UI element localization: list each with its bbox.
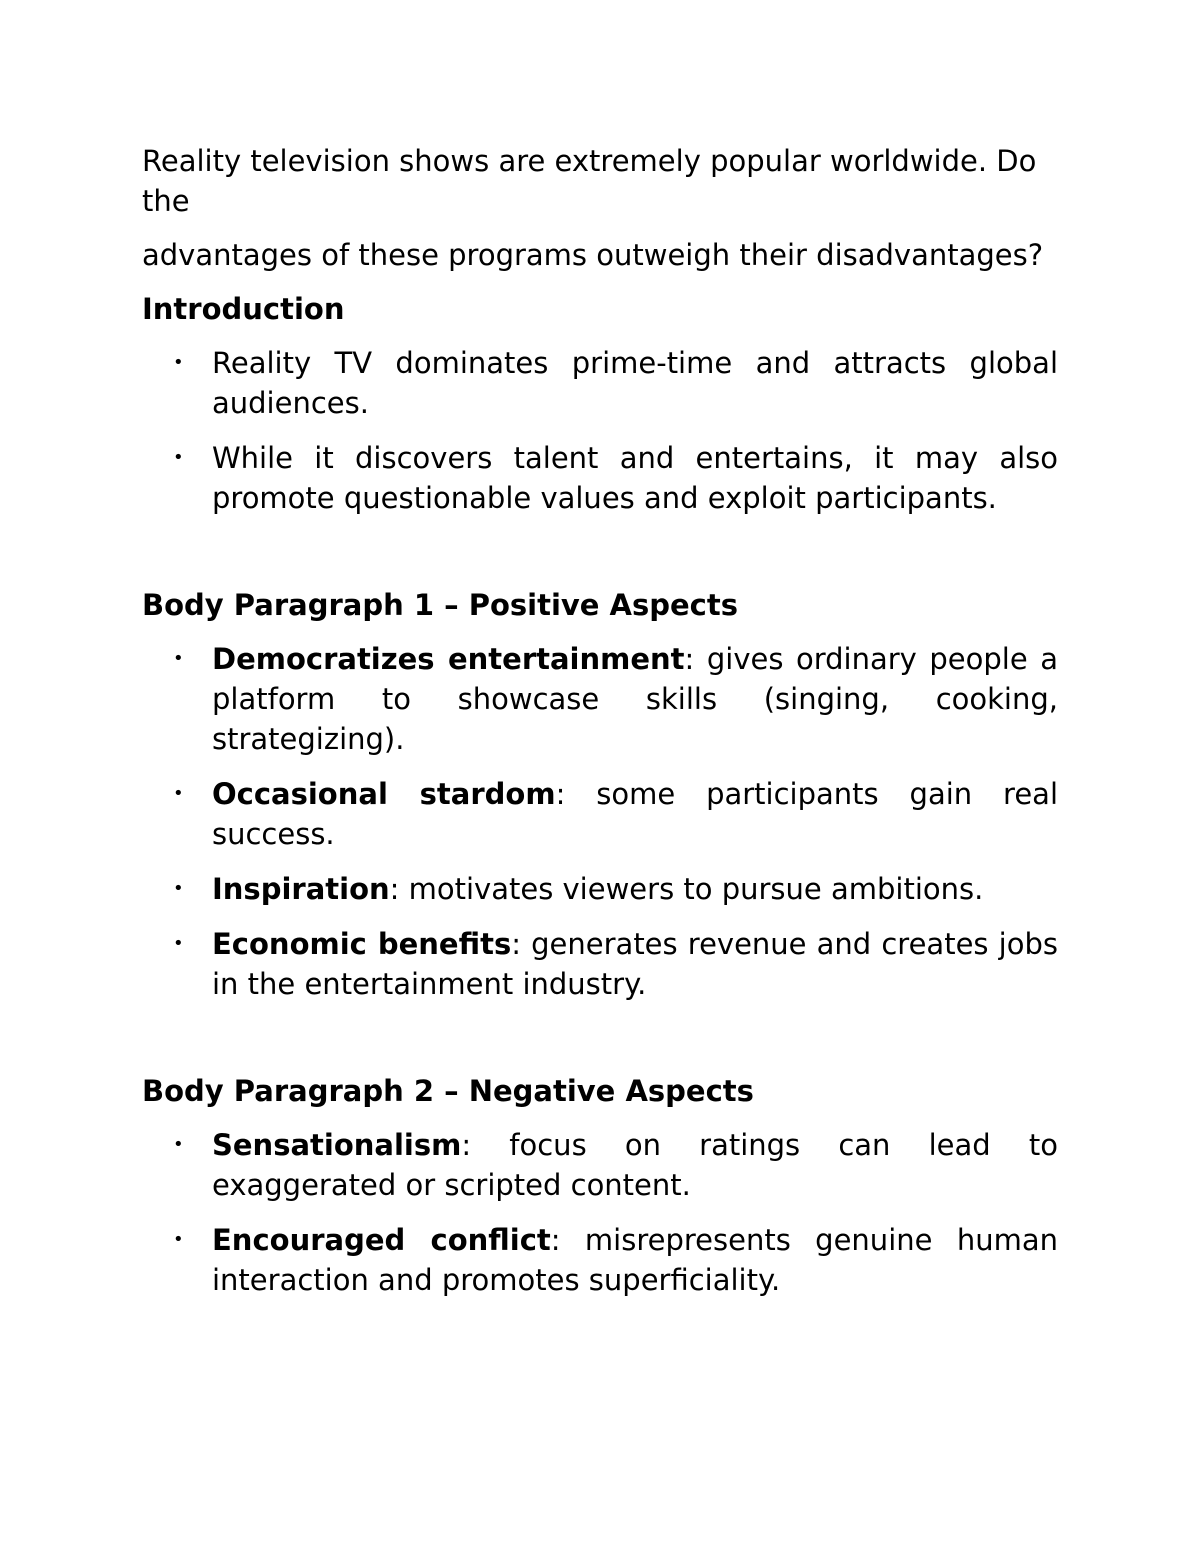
question-line-1: Reality television shows are extremely popular worldwide. Do the <box>142 144 1037 218</box>
list-item <box>142 1220 1058 1300</box>
question-line-2: advantages of these programs outweigh their disadvantages? <box>142 238 1044 272</box>
list-item-text: Reality TV dominates prime-time and attracts global audiences. <box>212 346 1058 420</box>
body-paragraph-1-heading: Body Paragraph 1 – Positive Aspects <box>142 588 739 622</box>
list-item-term: Inspiration <box>212 872 390 906</box>
list-item-text: : gives ordinary people a platform to showcase skills (singing, cooking, strategizing). <box>212 642 1058 756</box>
list-item <box>142 438 1058 518</box>
list-item-term: Sensationalism <box>212 1128 462 1162</box>
list-item-text: : generates revenue and creates jobs in the entertainment industry. <box>212 927 1058 1001</box>
bullet-icon: • <box>173 783 184 804</box>
list-item <box>142 343 1058 423</box>
list-item-text: : focus on ratings can lead to exaggerated or scripted content. <box>212 1128 1058 1202</box>
list-item-term: Encouraged conflict <box>212 1223 551 1257</box>
bullet-icon: • <box>173 1134 184 1155</box>
introduction-heading: Introduction <box>142 292 345 326</box>
list-item-text: : motivates viewers to pursue ambitions. <box>389 872 984 906</box>
list-item-text: : misrepresents genuine human interaction and promotes superficiality. <box>212 1223 1059 1297</box>
bullet-icon: • <box>173 878 184 899</box>
list-item <box>142 924 1058 1004</box>
bullet-icon: • <box>173 933 184 954</box>
bullet-icon: • <box>173 1229 184 1250</box>
bullet-icon: • <box>173 447 184 468</box>
body-paragraph-2-list <box>142 1125 1058 1300</box>
list-item-term: Economic benefits <box>212 927 512 961</box>
list-item <box>142 1125 1058 1205</box>
list-item <box>142 869 1058 909</box>
list-item <box>142 774 1058 854</box>
introduction-list <box>142 343 1058 518</box>
body-paragraph-2-heading: Body Paragraph 2 – Negative Aspects <box>142 1074 754 1108</box>
body-paragraph-1-list <box>142 639 1058 1004</box>
list-item-text: While it discovers talent and entertains, it may also promote questionable values and exploit participants. <box>212 441 1058 515</box>
bullet-icon: • <box>173 352 184 373</box>
document-page <box>142 141 1058 1315</box>
list-item-text: : some participants gain real success. <box>212 777 1059 851</box>
list-item-term: Democratizes entertainment <box>212 642 685 676</box>
bullet-icon: • <box>173 648 184 669</box>
list-item-term: Occasional stardom <box>212 777 556 811</box>
list-item <box>142 639 1058 759</box>
